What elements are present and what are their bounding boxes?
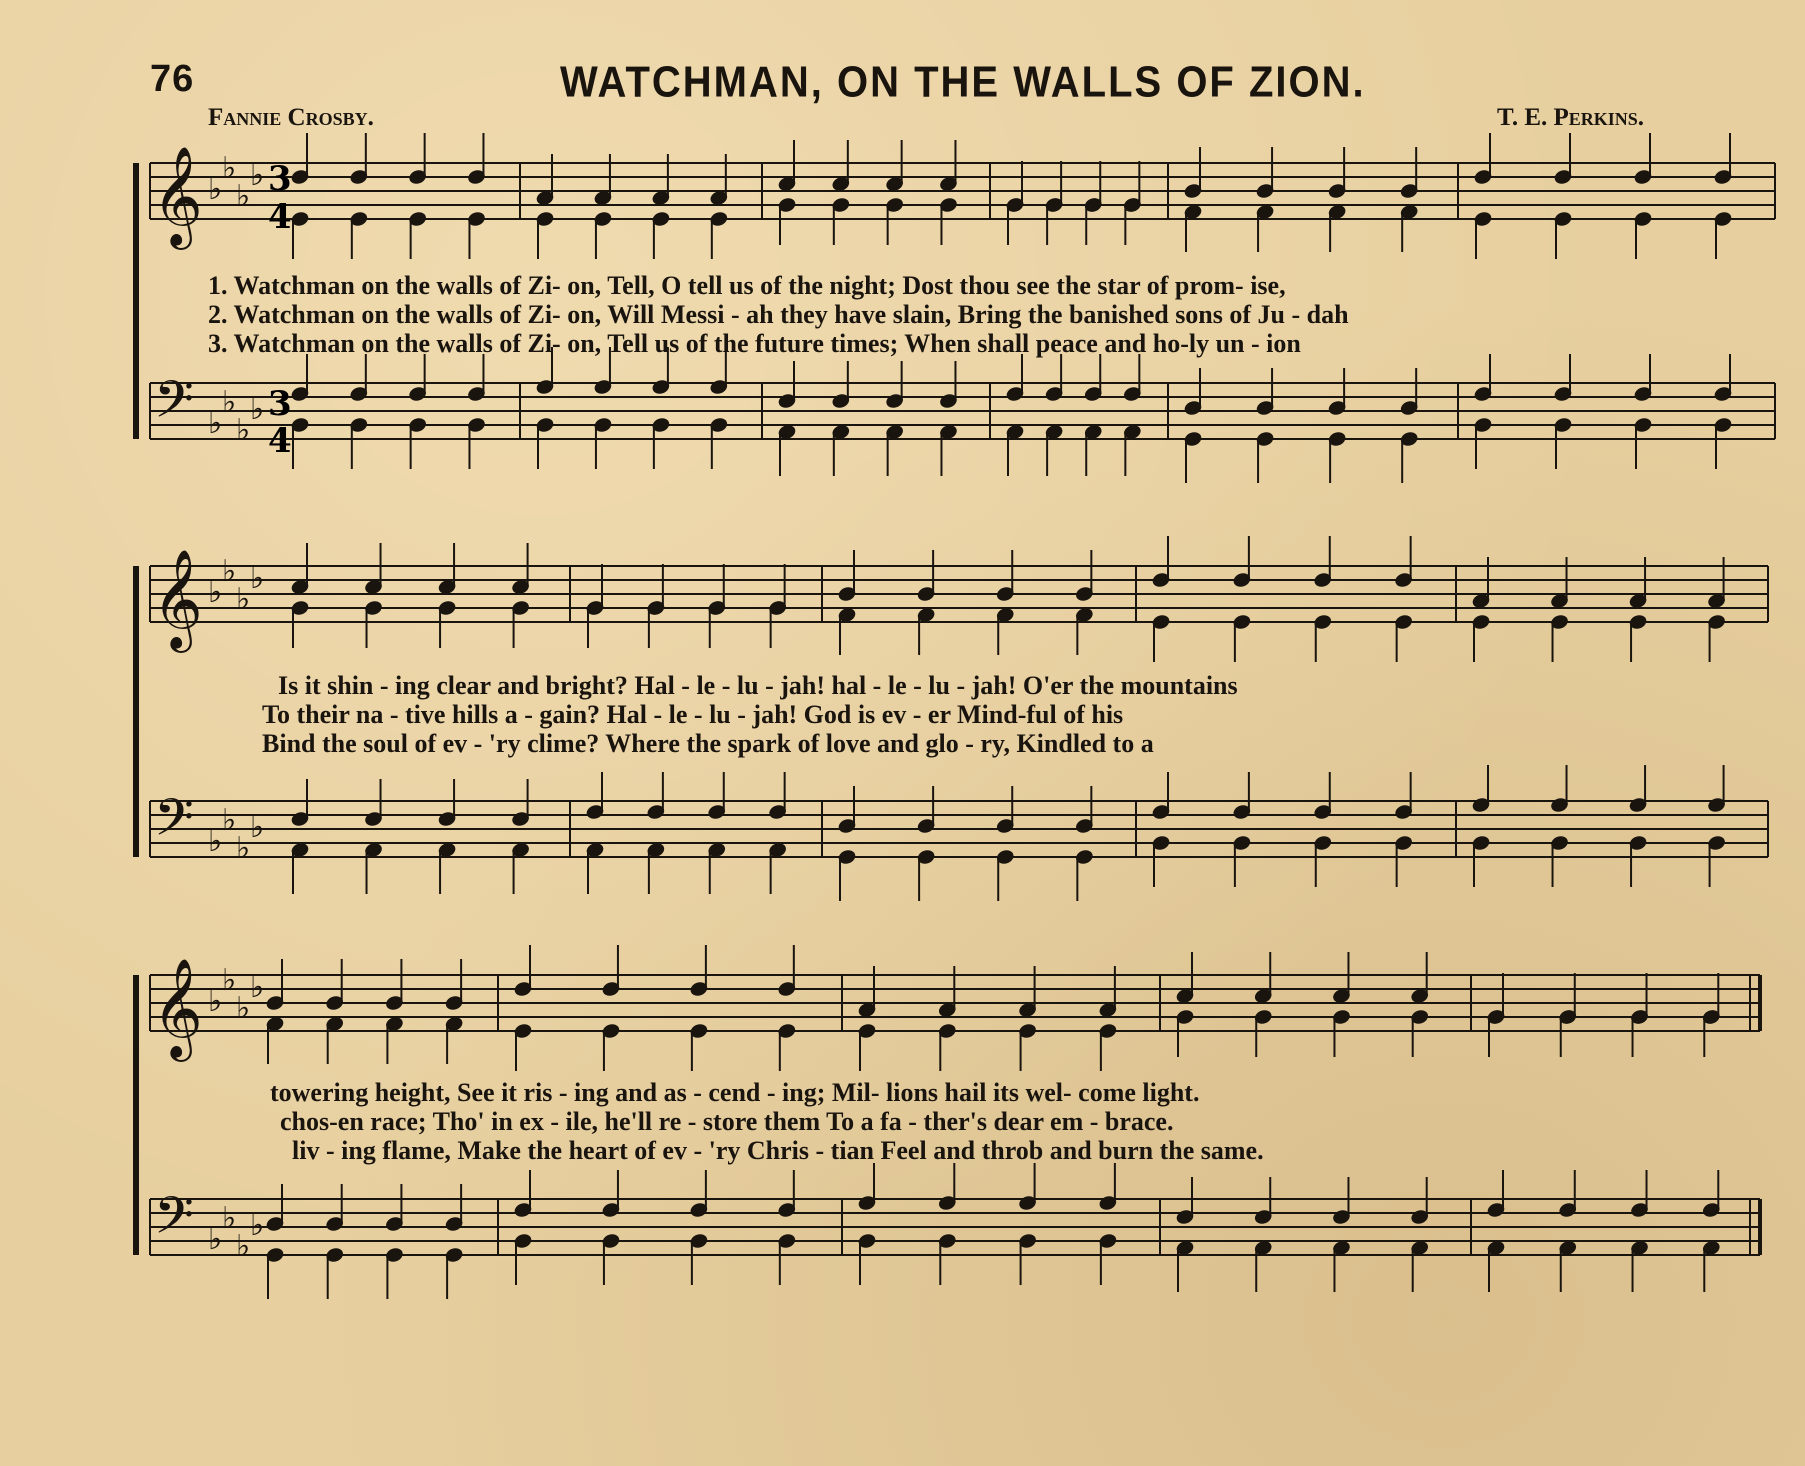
bass-clef-icon: 𝄢 [154,1185,194,1258]
time-signature-bottom: 4 [268,197,292,237]
time-signature-bottom: 4 [268,421,292,461]
flat-icon: ♭ [208,984,223,1019]
flat-icon: ♭ [250,561,265,596]
flat-icon: ♭ [208,1222,223,1257]
hymn-title: WATCHMAN, ON THE WALLS OF ZION. [560,58,1366,107]
flat-icon: ♭ [208,575,223,610]
flat-icon: ♭ [208,824,223,859]
lyric-verse-2: chos-en race; Tho' in ex - ile, he'll re - store them To a fa - ther's dear em - brace. [280,1107,1174,1136]
flat-icon: ♭ [222,963,237,998]
clefs [152,146,203,1258]
lyric-verse-1: Is it shin - ing clear and bright? Hal - le - lu - jah! hal - le - lu - jah! O'er the mountains [278,671,1238,700]
flat-icon: ♭ [250,1208,265,1243]
bass-clef-icon: 𝄢 [154,787,194,860]
flat-icon: ♭ [208,406,223,441]
flat-icon: ♭ [222,151,237,186]
flat-icon: ♭ [250,158,265,193]
lyricist-credit: Fannie Crosby. [208,104,374,131]
flat-icon: ♭ [250,970,265,1005]
lyric-verse-3: Bind the soul of ev - 'ry clime? Where the spark of love and glo - ry, Kindled to a [262,729,1154,758]
lyrics-system-2 [262,671,1238,758]
flat-icon: ♭ [236,582,251,617]
flat-icon: ♭ [222,1201,237,1236]
flat-icon: ♭ [236,179,251,214]
bass-clef-icon: 𝄢 [154,369,194,442]
flat-icon: ♭ [236,413,251,448]
lyrics-system-1 [208,271,1349,358]
lyric-verse-3: liv - ing flame, Make the heart of ev - 'ry Chris - tian Feel and throb and burn the same. [292,1136,1264,1165]
flat-icon: ♭ [250,392,265,427]
time-signature-top: 3 [268,384,292,424]
lyric-verse-2: 2. Watchman on the walls of Zi- on, Will Messi - ah they have slain, Bring the banished sons of Ju - dah [208,300,1349,329]
flat-icon: ♭ [222,385,237,420]
flat-icon: ♭ [208,172,223,207]
flat-icon: ♭ [236,831,251,866]
composer-credit: T. E. Perkins. [1497,104,1645,131]
treble-clef-icon: 𝄞 [152,958,203,1058]
time-signature-top: 3 [268,159,292,199]
flat-icon: ♭ [222,803,237,838]
flat-icon: ♭ [236,991,251,1026]
treble-clef-icon: 𝄞 [152,146,203,246]
page-number: 76 [150,58,195,100]
treble-clef-icon: 𝄞 [152,549,203,649]
lyric-verse-1: towering height, See it ris - ing and as - cend - ing; Mil- lions hail its wel- come light. [270,1078,1200,1107]
lyric-verse-3: 3. Watchman on the walls of Zi- on, Tell us of the future times; When shall peace and ho-ly un - ion [208,329,1301,358]
flat-icon: ♭ [250,810,265,845]
lyric-verse-1: 1. Watchman on the walls of Zi- on, Tell, O tell us of the night; Dost thou see the star of prom- ise, [208,271,1286,300]
flat-icon: ♭ [236,1229,251,1264]
lyric-verse-2: To their na - tive hills a - gain? Hal - le - lu - jah! God is ev - er Mind-ful of his [262,700,1124,729]
lyrics-system-3 [270,1078,1264,1165]
flat-icon: ♭ [222,554,237,589]
